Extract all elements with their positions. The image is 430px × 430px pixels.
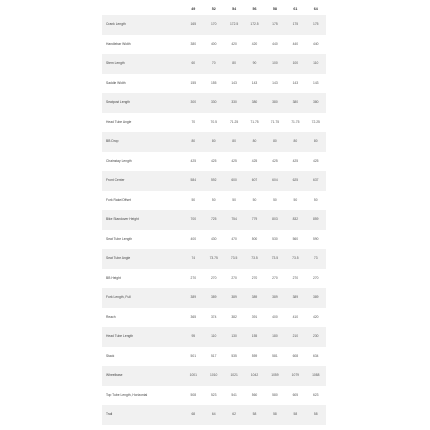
row-value: 175 <box>306 15 326 35</box>
row-value: 517 <box>204 347 224 367</box>
row-value: 100 <box>285 54 305 74</box>
table-row <box>102 327 326 347</box>
geometry-table <box>102 2 326 425</box>
row-value: 400 <box>183 230 203 250</box>
size-header: 64 <box>313 6 318 11</box>
row-value: 389 <box>224 288 244 308</box>
table-row <box>102 230 326 250</box>
row-value: 58 <box>285 405 305 425</box>
row-value: 175 <box>285 15 305 35</box>
row-value: 130 <box>224 327 244 347</box>
row-value: 470 <box>224 230 244 250</box>
row-value: 70.5 <box>204 113 224 133</box>
row-value: 80 <box>204 132 224 152</box>
row-label: Crank Length <box>102 15 183 35</box>
table-row <box>102 210 326 230</box>
row-value: 73.5 <box>244 249 264 269</box>
row-value: 100 <box>265 54 285 74</box>
row-value: 70 <box>183 113 203 133</box>
row-label: Head Tube Length <box>102 327 183 347</box>
row-value: 50 <box>244 191 264 211</box>
row-value: 60 <box>183 54 203 74</box>
row-value: 71.75 <box>265 113 285 133</box>
row-value: 58 <box>306 405 326 425</box>
row-value: 270 <box>265 269 285 289</box>
size-header-row <box>102 2 326 15</box>
row-value: 73.5 <box>224 249 244 269</box>
row-value: 143 <box>306 74 326 94</box>
geometry-rows <box>102 15 326 425</box>
row-value: 1010 <box>204 366 224 386</box>
row-value: 95 <box>183 327 203 347</box>
table-row <box>102 93 326 113</box>
table-row <box>102 113 326 133</box>
row-value: 590 <box>306 230 326 250</box>
table-row <box>102 308 326 328</box>
row-value: 58 <box>265 405 285 425</box>
row-value: 779 <box>244 210 264 230</box>
label-header <box>102 2 183 15</box>
row-value: 50 <box>183 191 203 211</box>
row-value: 637 <box>306 171 326 191</box>
row-value: 165 <box>183 15 203 35</box>
row-value: 410 <box>285 308 305 328</box>
row-value: 80 <box>224 132 244 152</box>
row-value: 535 <box>224 347 244 367</box>
row-label: Bike Standover Height <box>102 210 183 230</box>
row-value: 420 <box>224 35 244 55</box>
table-row <box>102 152 326 172</box>
row-value: 559 <box>244 347 264 367</box>
row-label: Seatpost Length <box>102 93 183 113</box>
row-value: 172.5 <box>244 15 264 35</box>
row-value: 508 <box>183 386 203 406</box>
row-value: 425 <box>204 152 224 172</box>
row-value: 425 <box>285 152 305 172</box>
row-value: 270 <box>224 269 244 289</box>
row-value: 50 <box>204 191 224 211</box>
row-value: 143 <box>244 74 264 94</box>
row-label: Fork Length, Full <box>102 288 183 308</box>
row-value: 425 <box>183 152 203 172</box>
table-row <box>102 171 326 191</box>
row-value: 380 <box>306 93 326 113</box>
row-value: 1079 <box>285 366 305 386</box>
table-row <box>102 366 326 386</box>
row-label: Handlebar Width <box>102 35 183 55</box>
row-value: 391 <box>244 308 264 328</box>
size-header: 52 <box>211 6 216 11</box>
row-value: 581 <box>265 347 285 367</box>
row-value: 270 <box>306 269 326 289</box>
row-value: 68 <box>183 405 203 425</box>
row-label: BB Height <box>102 269 183 289</box>
row-value: 73 <box>306 249 326 269</box>
row-value: 50 <box>265 191 285 211</box>
row-label: Fork Rake/Offset <box>102 191 183 211</box>
row-value: 155 <box>244 327 264 347</box>
row-value: 530 <box>265 230 285 250</box>
row-value: 400 <box>204 35 224 55</box>
row-value: 1042 <box>244 366 264 386</box>
row-value: 425 <box>265 152 285 172</box>
row-value: 425 <box>224 152 244 172</box>
size-header: 58 <box>272 6 277 11</box>
row-label: Stem Length <box>102 54 183 74</box>
row-value: 592 <box>204 171 224 191</box>
size-header: 54 <box>232 6 237 11</box>
size-header: 56 <box>252 6 257 11</box>
table-row <box>102 35 326 55</box>
row-label: Stack <box>102 347 183 367</box>
row-value: 425 <box>306 152 326 172</box>
row-value: 50 <box>224 191 244 211</box>
table-row <box>102 249 326 269</box>
row-label: Top Tube Length, Horizontal <box>102 386 183 406</box>
row-value: 155 <box>183 74 203 94</box>
row-value: 380 <box>183 35 203 55</box>
row-value: 389 <box>265 288 285 308</box>
row-label: Reach <box>102 308 183 328</box>
row-value: 634 <box>306 347 326 367</box>
row-value: 425 <box>244 152 264 172</box>
size-header: 49 <box>191 6 196 11</box>
row-label: Front Center <box>102 171 183 191</box>
row-value: 300 <box>183 93 203 113</box>
row-value: 501 <box>183 347 203 367</box>
row-value: 382 <box>224 308 244 328</box>
row-value: 560 <box>285 230 305 250</box>
row-value: 389 <box>244 288 264 308</box>
table-row <box>102 269 326 289</box>
row-value: 389 <box>306 288 326 308</box>
row-value: 172.5 <box>224 15 244 35</box>
row-value: 80 <box>244 132 264 152</box>
row-label: Seat Tube Length <box>102 230 183 250</box>
row-value: 71.75 <box>285 113 305 133</box>
row-value: 90 <box>244 54 264 74</box>
row-value: 541 <box>224 386 244 406</box>
row-value: 500 <box>244 230 264 250</box>
row-value: 80 <box>183 132 203 152</box>
row-value: 600 <box>224 171 244 191</box>
row-value: 50 <box>285 191 305 211</box>
row-value: 608 <box>285 347 305 367</box>
table-row <box>102 405 326 425</box>
row-value: 270 <box>285 269 305 289</box>
row-label: BB Drop <box>102 132 183 152</box>
row-value: 62 <box>224 405 244 425</box>
table-row <box>102 347 326 367</box>
row-value: 389 <box>183 288 203 308</box>
row-value: 389 <box>285 288 305 308</box>
row-value: 143 <box>224 74 244 94</box>
row-value: 143 <box>285 74 305 94</box>
table-row <box>102 191 326 211</box>
row-value: 74 <box>183 249 203 269</box>
row-value: 604 <box>265 171 285 191</box>
row-value: 110 <box>306 54 326 74</box>
row-value: 210 <box>285 327 305 347</box>
row-value: 72.25 <box>306 113 326 133</box>
row-value: 143 <box>265 74 285 94</box>
row-value: 380 <box>265 93 285 113</box>
row-value: 58 <box>244 405 264 425</box>
row-value: 605 <box>285 386 305 406</box>
row-value: 175 <box>265 15 285 35</box>
row-label: Saddle Width <box>102 74 183 94</box>
row-value: 330 <box>204 93 224 113</box>
row-value: 580 <box>265 386 285 406</box>
row-value: 170 <box>204 15 224 35</box>
row-value: 754 <box>224 210 244 230</box>
row-value: 523 <box>204 386 224 406</box>
row-value: 80 <box>285 132 305 152</box>
row-value: 560 <box>244 386 264 406</box>
geometry-table-container <box>102 2 326 425</box>
row-value: 420 <box>306 308 326 328</box>
row-value: 607 <box>244 171 264 191</box>
row-value: 700 <box>183 210 203 230</box>
row-value: 50 <box>306 191 326 211</box>
row-value: 70 <box>204 54 224 74</box>
row-value: 374 <box>204 308 224 328</box>
row-value: 73.5 <box>285 249 305 269</box>
row-value: 440 <box>285 35 305 55</box>
table-row <box>102 74 326 94</box>
row-value: 584 <box>183 171 203 191</box>
table-row <box>102 54 326 74</box>
row-value: 625 <box>285 171 305 191</box>
row-value: 80 <box>306 132 326 152</box>
row-value: 110 <box>204 327 224 347</box>
row-value: 80 <box>265 132 285 152</box>
row-value: 1001 <box>183 366 203 386</box>
row-value: 180 <box>265 327 285 347</box>
row-value: 832 <box>285 210 305 230</box>
row-value: 330 <box>224 93 244 113</box>
table-row <box>102 15 326 35</box>
row-label: Head Tube Angle <box>102 113 183 133</box>
row-value: 80 <box>224 54 244 74</box>
row-value: 1059 <box>265 366 285 386</box>
row-value: 440 <box>265 35 285 55</box>
row-value: 73.5 <box>265 249 285 269</box>
row-value: 270 <box>183 269 203 289</box>
row-value: 430 <box>204 230 224 250</box>
row-value: 71.75 <box>244 113 264 133</box>
row-value: 725 <box>204 210 224 230</box>
row-value: 440 <box>306 35 326 55</box>
row-value: 1088 <box>306 366 326 386</box>
row-value: 400 <box>265 308 285 328</box>
row-value: 270 <box>244 269 264 289</box>
size-header: 61 <box>293 6 298 11</box>
row-value: 380 <box>285 93 305 113</box>
row-value: 859 <box>306 210 326 230</box>
row-value: 230 <box>306 327 326 347</box>
table-row <box>102 288 326 308</box>
table-row <box>102 386 326 406</box>
row-value: 73.75 <box>204 249 224 269</box>
row-value: 1021 <box>224 366 244 386</box>
row-value: 380 <box>244 93 264 113</box>
table-row <box>102 132 326 152</box>
row-label: Seat Tube Angle <box>102 249 183 269</box>
row-value: 71.25 <box>224 113 244 133</box>
row-label: Wheelbase <box>102 366 183 386</box>
row-value: 623 <box>306 386 326 406</box>
row-value: 270 <box>204 269 224 289</box>
row-label: Trail <box>102 405 183 425</box>
row-value: 64 <box>204 405 224 425</box>
row-value: 803 <box>265 210 285 230</box>
row-value: 155 <box>204 74 224 94</box>
row-value: 420 <box>244 35 264 55</box>
row-value: 389 <box>204 288 224 308</box>
row-value: 365 <box>183 308 203 328</box>
row-label: Chainstay Length <box>102 152 183 172</box>
